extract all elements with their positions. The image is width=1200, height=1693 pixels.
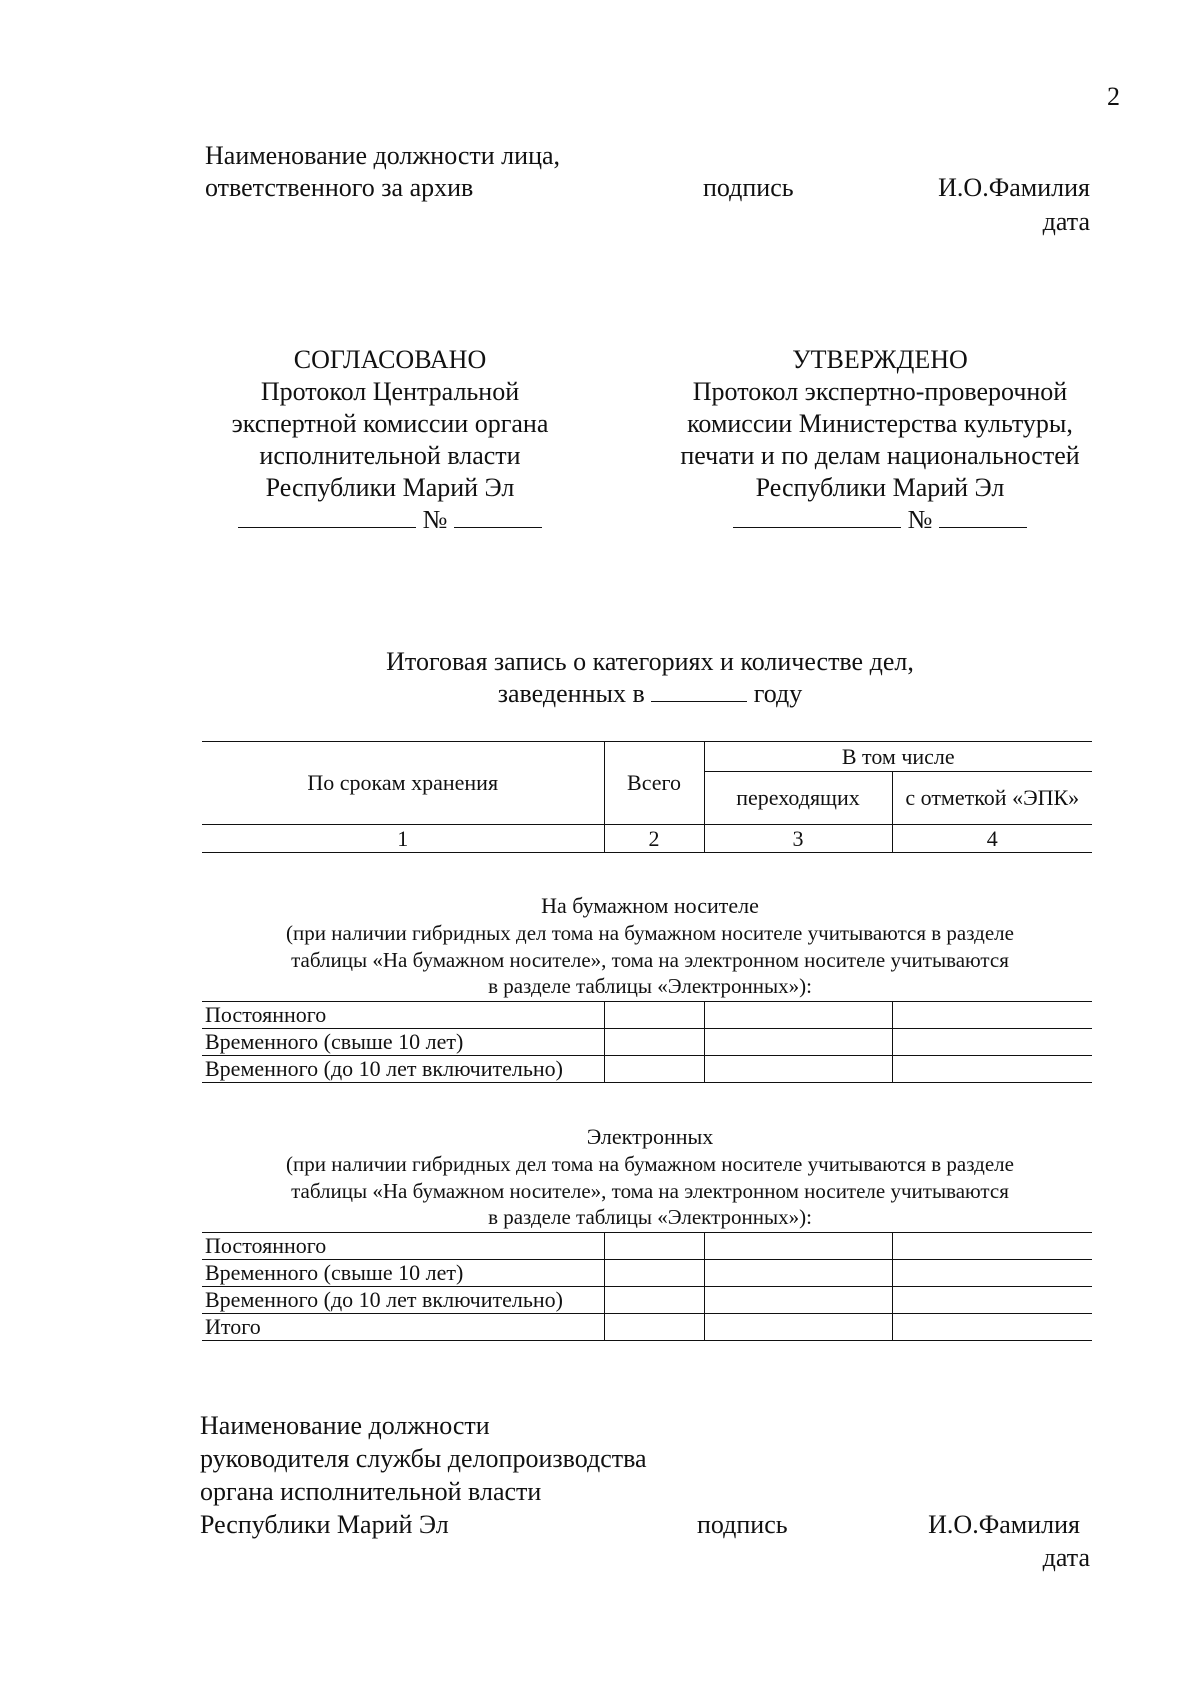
header-number-4: 4 xyxy=(892,825,1092,853)
agreed-line: Республики Марий Эл xyxy=(265,473,515,502)
table-row xyxy=(202,1029,1092,1056)
summary-year-prefix: заведенных в xyxy=(497,679,645,708)
bottom-position-line3: органа исполнительной власти xyxy=(200,1477,542,1506)
paper-section-title: На бумажном носителе xyxy=(541,893,759,918)
agreed-number-row xyxy=(180,504,600,536)
paper-cell xyxy=(604,1029,704,1056)
paper-note-line2: таблицы «На бумажном носителе», тома на электронном носителе учитываются xyxy=(291,948,1009,972)
page-number: 2 xyxy=(1107,82,1120,111)
electronic-cell xyxy=(704,1287,892,1314)
header-number-3: 3 xyxy=(704,825,892,853)
agreed-date-blank xyxy=(238,505,416,528)
electronic-cell xyxy=(892,1287,1092,1314)
top-position-line2: ответственного за архив xyxy=(205,173,474,202)
approved-number-sign: № xyxy=(907,505,933,534)
paper-cell xyxy=(892,1002,1092,1029)
table-row xyxy=(202,1233,1092,1260)
paper-row-label: Постоянного xyxy=(202,1002,604,1029)
summary-title-line1: Итоговая запись о категориях и количестве дел, xyxy=(386,647,914,676)
paper-row-label: Временного (свыше 10 лет) xyxy=(202,1029,604,1056)
electronic-cell xyxy=(892,1260,1092,1287)
agreed-line: экспертной комиссии органа xyxy=(231,409,549,438)
table-row xyxy=(202,1314,1092,1341)
top-signature-label: подпись xyxy=(703,173,794,202)
paper-note-line1: (при наличии гибридных дел тома на бумажном носителе учитываются в разделе xyxy=(286,921,1014,945)
agreed-number-blank xyxy=(454,505,542,528)
summary-year-blank xyxy=(651,679,747,702)
paper-cell xyxy=(704,1029,892,1056)
bottom-date-label: дата xyxy=(1042,1543,1090,1572)
agreed-line: исполнительной власти xyxy=(259,441,521,470)
approved-line: печати и по делам национальностей xyxy=(680,441,1080,470)
header-number-2: 2 xyxy=(604,825,704,853)
electronic-cell xyxy=(892,1314,1092,1341)
top-date-label: дата xyxy=(1042,207,1090,236)
electronic-cell xyxy=(604,1287,704,1314)
agreed-block xyxy=(180,344,600,536)
electronic-cell xyxy=(704,1314,892,1341)
table-row xyxy=(202,1002,1092,1029)
electronic-cell xyxy=(604,1314,704,1341)
electronic-row-label: Временного (свыше 10 лет) xyxy=(202,1260,604,1287)
electronic-note-line1: (при наличии гибридных дел тома на бумажном носителе учитываются в разделе xyxy=(286,1152,1014,1176)
paper-cell xyxy=(704,1002,892,1029)
table-row xyxy=(202,1260,1092,1287)
top-position-line1: Наименование должности лица, xyxy=(205,141,561,170)
bottom-signature-label: подпись xyxy=(697,1510,788,1539)
approved-number-blank xyxy=(939,505,1027,528)
paper-cell xyxy=(892,1056,1092,1083)
electronic-row-label: Итого xyxy=(202,1314,604,1341)
approved-block xyxy=(660,344,1100,536)
electronic-note-line2: таблицы «На бумажном носителе», тома на электронном носителе учитываются xyxy=(291,1179,1009,1203)
header-col-transitional: переходящих xyxy=(704,772,892,825)
table-row xyxy=(202,1287,1092,1314)
bottom-position-line4: Республики Марий Эл xyxy=(200,1510,449,1539)
header-col-total: Всего xyxy=(604,742,704,825)
approved-line: Протокол экспертно-проверочной xyxy=(692,377,1068,406)
electronic-row-label: Постоянного xyxy=(202,1233,604,1260)
agreed-line: Протокол Центральной xyxy=(260,377,520,406)
approved-number-row xyxy=(660,504,1100,536)
table-row xyxy=(202,1056,1092,1083)
top-name-label: И.О.Фамилия xyxy=(938,173,1090,202)
approved-line: комиссии Министерства культуры, xyxy=(687,409,1073,438)
electronic-cell xyxy=(704,1233,892,1260)
electronic-row-label: Временного (до 10 лет включительно) xyxy=(202,1287,604,1314)
paper-note-line3: в разделе таблицы «Электронных»): xyxy=(488,974,812,998)
electronic-cell xyxy=(604,1233,704,1260)
electronic-cell xyxy=(892,1233,1092,1260)
bottom-name-label: И.О.Фамилия xyxy=(928,1510,1080,1539)
paper-cell xyxy=(604,1056,704,1083)
paper-cell xyxy=(892,1029,1092,1056)
header-col-storage: По срокам хранения xyxy=(202,742,604,825)
paper-row-label: Временного (до 10 лет включительно) xyxy=(202,1056,604,1083)
agreed-title: СОГЛАСОВАНО xyxy=(293,345,487,374)
paper-cell xyxy=(604,1002,704,1029)
electronic-section-title: Электронных xyxy=(586,1124,714,1149)
summary-year-suffix: году xyxy=(753,679,803,708)
summary-title-line2 xyxy=(200,678,1100,710)
electronic-note-line3: в разделе таблицы «Электронных»): xyxy=(488,1205,812,1229)
approved-line: Республики Марий Эл xyxy=(755,473,1005,502)
header-number-1: 1 xyxy=(202,825,604,853)
approved-date-blank xyxy=(733,505,901,528)
header-table xyxy=(202,741,1092,853)
header-group-including: В том числе xyxy=(704,742,1092,772)
electronic-table xyxy=(202,1232,1092,1341)
electronic-cell xyxy=(704,1260,892,1287)
paper-cell xyxy=(704,1056,892,1083)
header-col-epk: с отметкой «ЭПК» xyxy=(892,772,1092,825)
electronic-cell xyxy=(604,1260,704,1287)
approved-title: УТВЕРЖДЕНО xyxy=(792,345,968,374)
paper-table xyxy=(202,1001,1092,1083)
agreed-number-sign: № xyxy=(422,505,448,534)
bottom-position-line2: руководителя службы делопроизводства xyxy=(200,1444,647,1473)
bottom-position-line1: Наименование должности xyxy=(200,1411,490,1440)
